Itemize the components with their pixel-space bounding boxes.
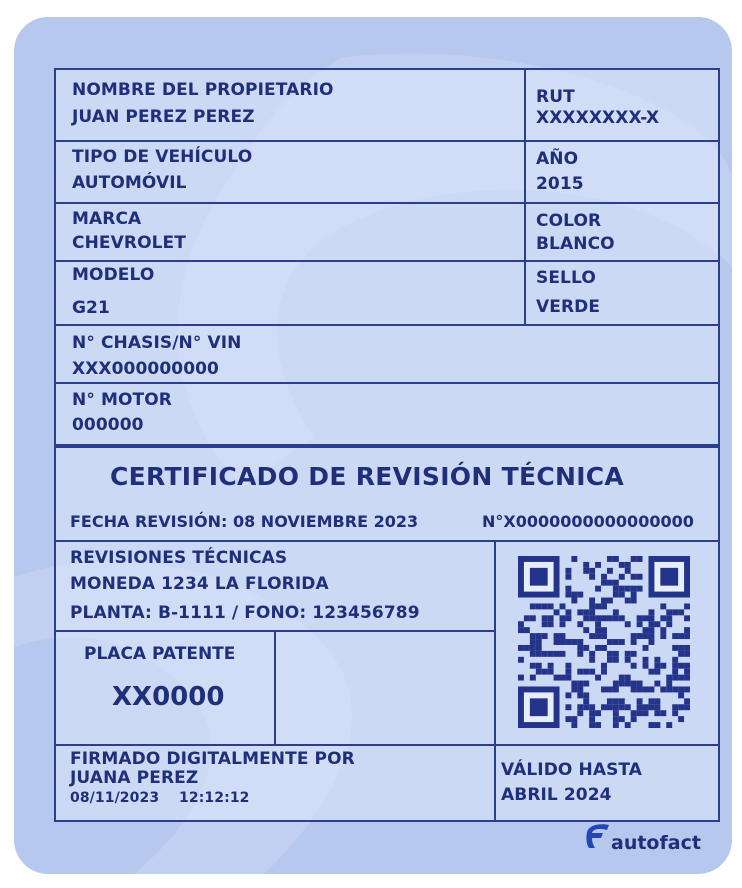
- plant-info-cell: [56, 542, 496, 632]
- color-value: BLANCO: [536, 234, 615, 254]
- year-value: 2015: [536, 174, 584, 194]
- model-cell: [56, 262, 526, 326]
- certificate-number: N°X0000000000000000: [482, 512, 694, 531]
- seal-label: SELLO: [536, 268, 596, 288]
- model-value: G21: [72, 298, 110, 318]
- plant-phone: PLANTA: B-1111 / FONO: 123456789: [70, 603, 420, 623]
- owner-name-cell: [56, 70, 526, 142]
- blank-cell: [276, 632, 496, 746]
- seal-cell: [526, 262, 718, 326]
- owner-name-value: JUAN PEREZ PEREZ: [72, 107, 255, 127]
- valid-until-label: VÁLIDO HASTA: [501, 760, 643, 780]
- license-plate-label: PLACA PATENTE: [84, 644, 236, 664]
- certificate-header-cell: [56, 446, 718, 542]
- technical-review-certificate: [54, 68, 720, 822]
- vehicle-type-cell: [56, 142, 526, 204]
- certificate-title: CERTIFICADO DE REVISIÓN TÉCNICA: [110, 462, 625, 491]
- brand-label: MARCA: [72, 209, 142, 229]
- valid-until-cell: [496, 746, 718, 820]
- signature-label: FIRMADO DIGITALMENTE POR: [70, 749, 355, 769]
- chassis-cell: [56, 326, 718, 384]
- plant-name: REVISIONES TÉCNICAS: [70, 548, 288, 568]
- autofact-logo-icon: [583, 820, 613, 850]
- vehicle-type-value: AUTOMÓVIL: [72, 173, 187, 193]
- model-label: MODELO: [72, 265, 155, 285]
- chassis-label: N° CHASIS/N° VIN: [72, 333, 242, 353]
- color-cell: [526, 204, 718, 262]
- qr-code-cell: [496, 542, 718, 746]
- certificate-card: [14, 17, 732, 874]
- chassis-value: XXX000000000: [72, 359, 219, 379]
- qr-code-icon: [518, 556, 690, 728]
- license-plate-value: XX0000: [112, 682, 225, 712]
- valid-until-value: ABRIL 2024: [501, 785, 612, 805]
- signature-datetime: 08/11/2023 12:12:12: [70, 790, 250, 806]
- brand-cell: [56, 204, 526, 262]
- motor-value: 000000: [72, 415, 144, 435]
- brand-value: CHEVROLET: [72, 233, 186, 253]
- signature-cell: [56, 746, 496, 820]
- seal-value: VERDE: [536, 297, 601, 317]
- plant-address: MONEDA 1234 LA FLORIDA: [70, 574, 329, 594]
- year-label: AÑO: [536, 149, 579, 169]
- license-plate-cell: [56, 632, 276, 746]
- autofact-logo: [583, 818, 713, 858]
- rut-label: RUT: [536, 87, 575, 107]
- rut-value: XXXXXXXX-X: [536, 108, 660, 128]
- color-label: COLOR: [536, 211, 602, 231]
- review-date: FECHA REVISIÓN: 08 NOVIEMBRE 2023: [70, 512, 419, 531]
- rut-cell: [526, 70, 718, 142]
- autofact-logo-text: autofact: [611, 832, 701, 854]
- year-cell: [526, 142, 718, 204]
- motor-label: N° MOTOR: [72, 390, 172, 410]
- vehicle-type-label: TIPO DE VEHÍCULO: [72, 147, 253, 167]
- motor-cell: [56, 384, 718, 446]
- signer-name: JUANA PEREZ: [70, 768, 199, 788]
- owner-name-label: NOMBRE DEL PROPIETARIO: [72, 80, 334, 100]
